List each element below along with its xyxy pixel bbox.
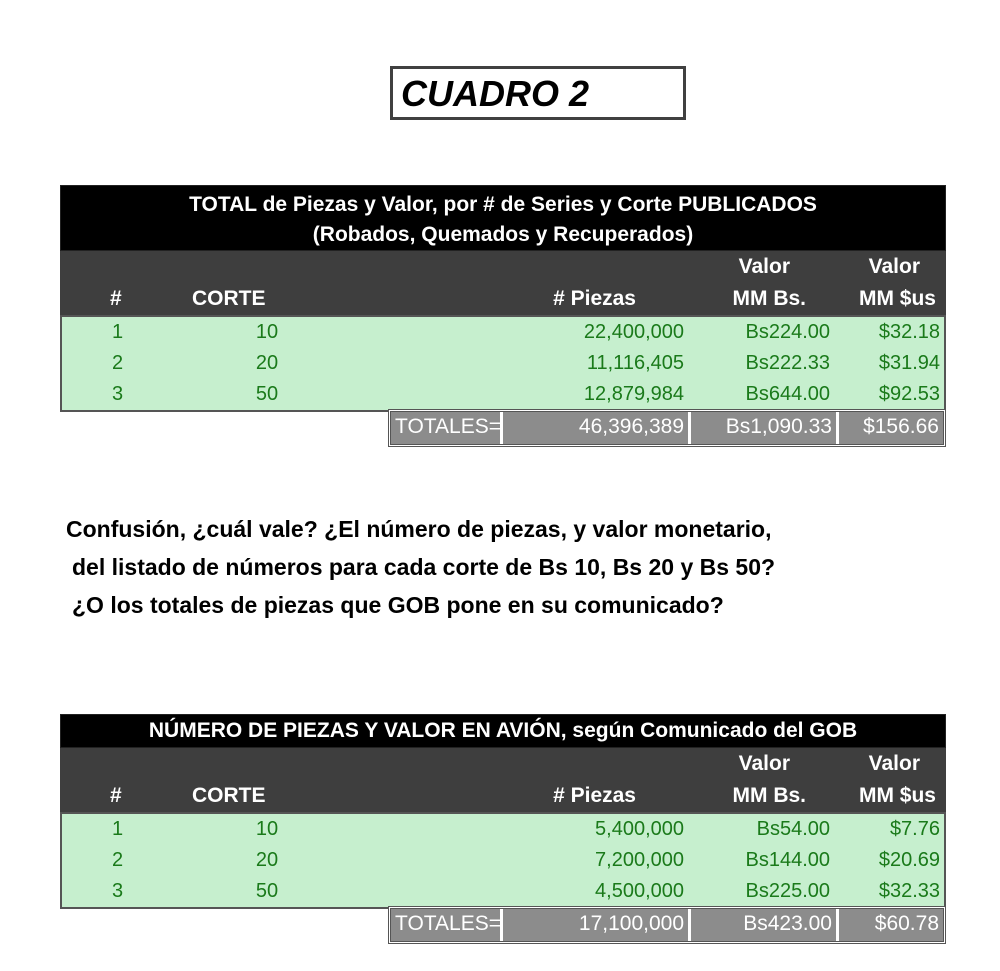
- cell-piezas: 22,400,000: [583, 321, 684, 343]
- col-piezas-header: # Piezas: [553, 784, 636, 807]
- cell-num: 2: [112, 849, 124, 871]
- cell-piezas: 12,879,984: [583, 383, 684, 405]
- question-paragraph: [66, 510, 775, 624]
- col-bs-header-line2: MM Bs.: [732, 287, 806, 310]
- table-row: [62, 876, 944, 907]
- totals-row: [388, 409, 946, 447]
- totals-label: TOTALES=: [391, 412, 503, 444]
- cell-num: 3: [112, 880, 124, 902]
- col-num-header: #: [110, 287, 122, 310]
- col-corte-header: CORTE: [192, 287, 266, 310]
- cell-piezas: 7,200,000: [595, 849, 684, 871]
- question-line2: del listado de números para cada corte de Bs 10, Bs 20 y Bs 50?: [72, 554, 776, 580]
- published-totals-table: [60, 185, 946, 438]
- cell-bs: Bs224.00: [745, 321, 830, 343]
- table-row: [62, 348, 944, 379]
- cell-us: $32.18: [878, 321, 940, 343]
- cell-corte: 20: [255, 849, 279, 871]
- cell-corte: 20: [255, 352, 279, 374]
- totals-bs: Bs1,090.33: [691, 412, 839, 444]
- cell-us: $31.94: [878, 352, 940, 374]
- table-row: [62, 379, 944, 410]
- cell-num: 1: [112, 818, 124, 840]
- table-heading-line2: (Robados, Quemados y Recuperados): [312, 223, 694, 246]
- cell-us: $92.53: [878, 383, 940, 405]
- col-corte-header: CORTE: [192, 784, 266, 807]
- table-row: [62, 317, 944, 348]
- totals-us: $156.66: [839, 412, 943, 444]
- question-line1: Confusión, ¿cuál vale? ¿El número de piezas, y valor monetario,: [66, 516, 772, 542]
- gob-communique-table: [60, 714, 946, 935]
- cell-piezas: 5,400,000: [595, 818, 684, 840]
- table-heading: [60, 185, 946, 251]
- table-row: [62, 845, 944, 876]
- cell-us: $7.76: [889, 818, 940, 840]
- table-body: [60, 315, 946, 412]
- cell-bs: Bs225.00: [745, 880, 830, 902]
- cell-num: 2: [112, 352, 124, 374]
- cell-piezas: 4,500,000: [595, 880, 684, 902]
- table-body: [60, 812, 946, 909]
- table-heading-line1: NÚMERO DE PIEZAS Y VALOR EN AVIÓN, según Comunicado del GOB: [148, 719, 858, 742]
- col-bs-header-line1: Valor: [738, 752, 790, 775]
- cell-bs: Bs644.00: [745, 383, 830, 405]
- cell-corte: 50: [255, 880, 279, 902]
- col-us-header-line2: MM $us: [858, 287, 936, 310]
- col-num-header: #: [110, 784, 122, 807]
- table-heading: [60, 714, 946, 748]
- col-us-header-line1: Valor: [868, 255, 920, 278]
- table-heading-line1: TOTAL de Piezas y Valor, por # de Series y Corte PUBLICADOS: [189, 193, 817, 216]
- col-us-header-line2: MM $us: [858, 784, 936, 807]
- totals-piezas: 46,396,389: [503, 412, 691, 444]
- page-title: CUADRO 2: [390, 66, 686, 120]
- totals-label: TOTALES=: [391, 909, 503, 941]
- column-header-row: [60, 748, 946, 812]
- cell-us: $32.33: [878, 880, 940, 902]
- table-row: [62, 814, 944, 845]
- cell-corte: 10: [255, 321, 279, 343]
- col-bs-header-line1: Valor: [738, 255, 790, 278]
- cell-num: 3: [112, 383, 124, 405]
- question-line3: ¿O los totales de piezas que GOB pone en su comunicado?: [72, 592, 724, 618]
- totals-bs: Bs423.00: [691, 909, 839, 941]
- col-us-header-line1: Valor: [868, 752, 920, 775]
- cell-bs: Bs222.33: [745, 352, 830, 374]
- cell-us: $20.69: [878, 849, 940, 871]
- totals-row: [388, 906, 946, 944]
- cell-bs: Bs54.00: [756, 818, 830, 840]
- cell-bs: Bs144.00: [745, 849, 830, 871]
- cell-num: 1: [112, 321, 124, 343]
- cell-piezas: 11,116,405: [586, 352, 684, 374]
- totals-us: $60.78: [839, 909, 943, 941]
- col-piezas-header: # Piezas: [553, 287, 636, 310]
- cell-corte: 10: [255, 818, 279, 840]
- totals-piezas: 17,100,000: [503, 909, 691, 941]
- cell-corte: 50: [255, 383, 279, 405]
- col-bs-header-line2: MM Bs.: [732, 784, 806, 807]
- column-header-row: [60, 251, 946, 315]
